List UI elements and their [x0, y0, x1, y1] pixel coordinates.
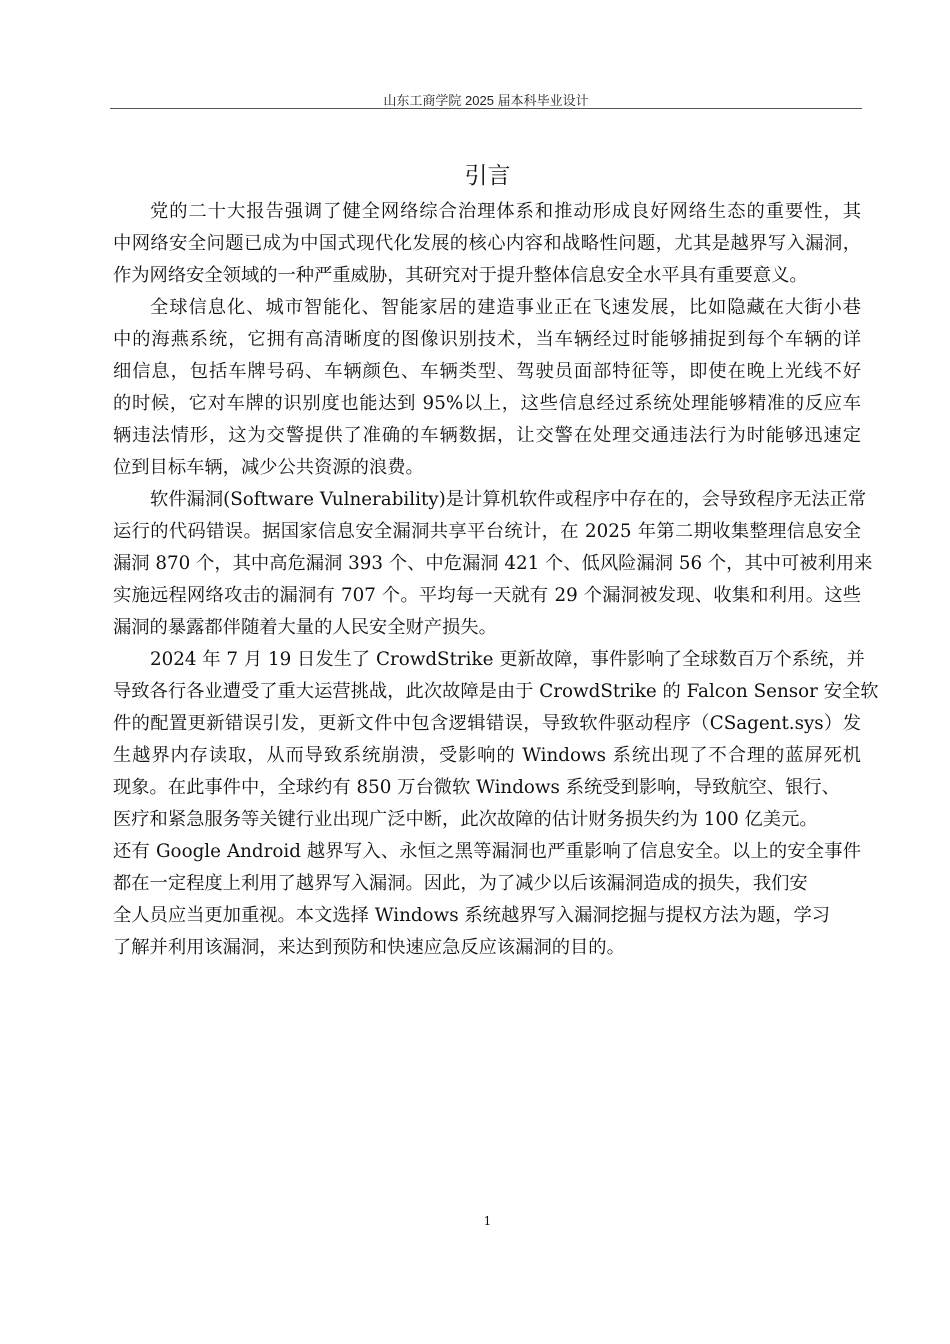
paragraph-line: 中的海燕系统，它拥有高清晰度的图像识别技术，当车辆经过时能够捕捉到每个车辆的详 [113, 329, 861, 350]
paragraph-line: 细信息，包括车牌号码、车辆颜色、车辆类型、驾驶员面部特征等，即使在晚上光线不好 [113, 361, 861, 382]
page-number: 1 [483, 1214, 492, 1228]
paragraph-line: 件的配置更新错误引发，更新文件中包含逻辑错误，导致软件驱动程序（CSagent.sys）发 [113, 713, 861, 734]
paragraph-line: 软件漏洞(Software Vulnerability)是计算机软件或程序中存在的，会导致程序无法正常 [150, 489, 867, 510]
paragraph [113, 644, 879, 964]
paragraph-line: 的时候，它对车牌的识别度也能达到 95%以上，这些信息经过系统处理能够精准的反应车 [113, 393, 861, 414]
paragraph-line: 作为网络安全领域的一种严重威胁，其研究对于提升整体信息安全水平具有重要意义。 [113, 265, 808, 286]
paragraph [113, 292, 861, 484]
paragraph-line: 全球信息化、城市智能化、智能家居的建造事业正在飞速发展，比如隐藏在大街小巷 [150, 297, 861, 318]
paragraph-line: 党的二十大报告强调了健全网络综合治理体系和推动形成良好网络生态的重要性，其 [150, 201, 861, 222]
paragraph-line: 位到目标车辆，减少公共资源的浪费。 [113, 457, 424, 478]
paragraph-line: 辆违法情形，这为交警提供了准确的车辆数据，让交警在处理交通违法行为时能够迅速定 [113, 425, 861, 446]
paragraph-line: 还有 Google Android 越界写入、永恒之黑等漏洞也严重影响了信息安全。以上的安全事件 [113, 841, 861, 862]
paragraph-line: 医疗和紧急服务等关键行业出现广泛中断，此次故障的估计财务损失约为 100 亿美元。 [113, 809, 818, 830]
body-text [113, 196, 879, 964]
paragraph [113, 484, 873, 644]
paragraph-line: 中网络安全问题已成为中国式现代化发展的核心内容和战略性问题，尤其是越界写入漏洞， [113, 233, 861, 254]
paragraph-line: 现象。在此事件中，全球约有 850 万台微软 Windows 系统受到影响，导致航空、银行、 [113, 777, 840, 798]
header-rule [110, 108, 862, 109]
paragraph-line: 2024 年 7 月 19 日发生了 CrowdStrike 更新故障，事件影响了全球数百万个系统，并 [150, 649, 865, 670]
running-header: 山东工商学院 2025 届本科毕业设计 [383, 93, 589, 108]
paragraph-line: 漏洞 870 个，其中高危漏洞 393 个、中危漏洞 421 个、低风险漏洞 56 个，其中可被利用来 [113, 553, 873, 574]
paragraph-line: 都在一定程度上利用了越界写入漏洞。因此，为了减少以后该漏洞造成的损失，我们安 [113, 873, 808, 894]
paragraph-line: 了解并利用该漏洞，来达到预防和快速应急反应该漏洞的目的。 [113, 937, 625, 958]
paragraph [113, 196, 861, 292]
paragraph-line: 导致各行各业遭受了重大运营挑战，此次故障是由于 CrowdStrike 的 Falcon Sensor 安全软 [113, 681, 879, 702]
paragraph-line: 运行的代码错误。据国家信息安全漏洞共享平台统计，在 2025 年第二期收集整理信息安全 [113, 521, 861, 542]
section-title: 引言 [464, 163, 511, 189]
paragraph-line: 全人员应当更加重视。本文选择 Windows 系统越界写入漏洞挖掘与提权方法为题，学习 [113, 905, 831, 926]
paragraph-line: 生越界内存读取，从而导致系统崩溃，受影响的 Windows 系统出现了不合理的蓝屏死机 [113, 745, 861, 766]
paragraph-line: 漏洞的暴露都伴随着大量的人民安全财产损失。 [113, 617, 497, 638]
paragraph-line: 实施远程网络攻击的漏洞有 707 个。平均每一天就有 29 个漏洞被发现、收集和利用。这些 [113, 585, 861, 606]
